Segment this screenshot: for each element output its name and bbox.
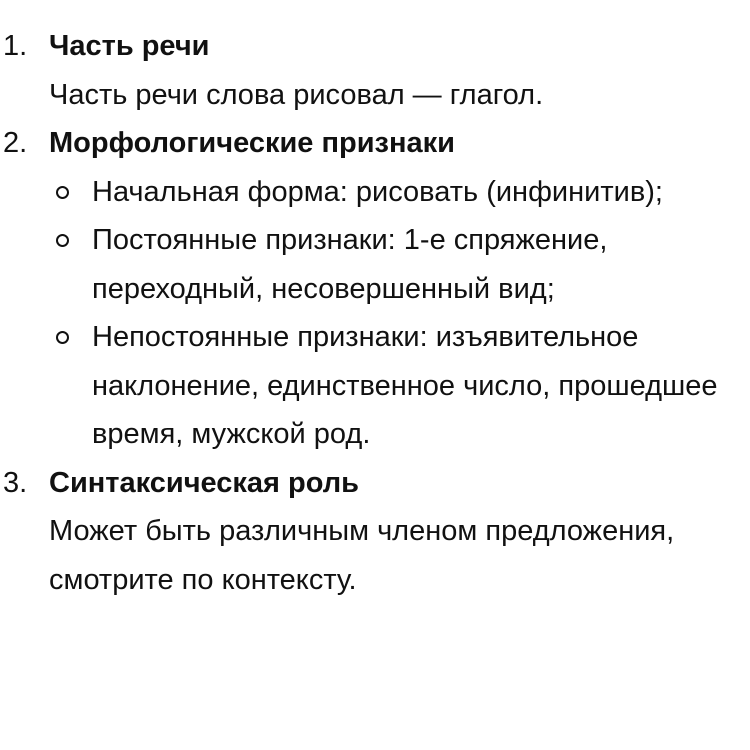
item-heading: Морфологические признаки [49,127,455,159]
list-item-morphological-features [0,119,750,459]
item-heading: Часть речи [49,30,210,62]
item-heading: Синтаксическая роль [49,466,359,499]
item-number: 2. [3,127,28,159]
sublist-item-text: Начальная форма: рисовать (инфинитив); [92,175,663,208]
circle-bullet-icon [56,331,69,344]
sublist-item-text: Непостоянные признаки: изъявительное наклонение, единственное число, прошедшее время, мужской род. [92,321,718,450]
circle-bullet-icon [56,186,69,199]
list-item-syntactic-role [0,459,750,605]
sublist-item-initial-form [92,168,750,217]
sublist-item-text: Постоянные признаки: 1-е спряжение, переходный, несовершенный вид; [92,224,608,305]
list-item-part-of-speech [0,22,750,119]
circle-bullet-icon [56,234,69,247]
sublist-item-permanent-features [92,216,750,313]
item-number: 1. [3,30,28,62]
item-text: Может быть различным членом предложения, смотрите по контексту. [49,515,675,596]
item-number: 3. [3,466,28,499]
item-text: Часть речи слова рисовал — глагол. [49,78,544,111]
analysis-list [0,22,750,604]
sublist-item-variable-features [92,313,750,459]
features-sublist [0,168,750,459]
